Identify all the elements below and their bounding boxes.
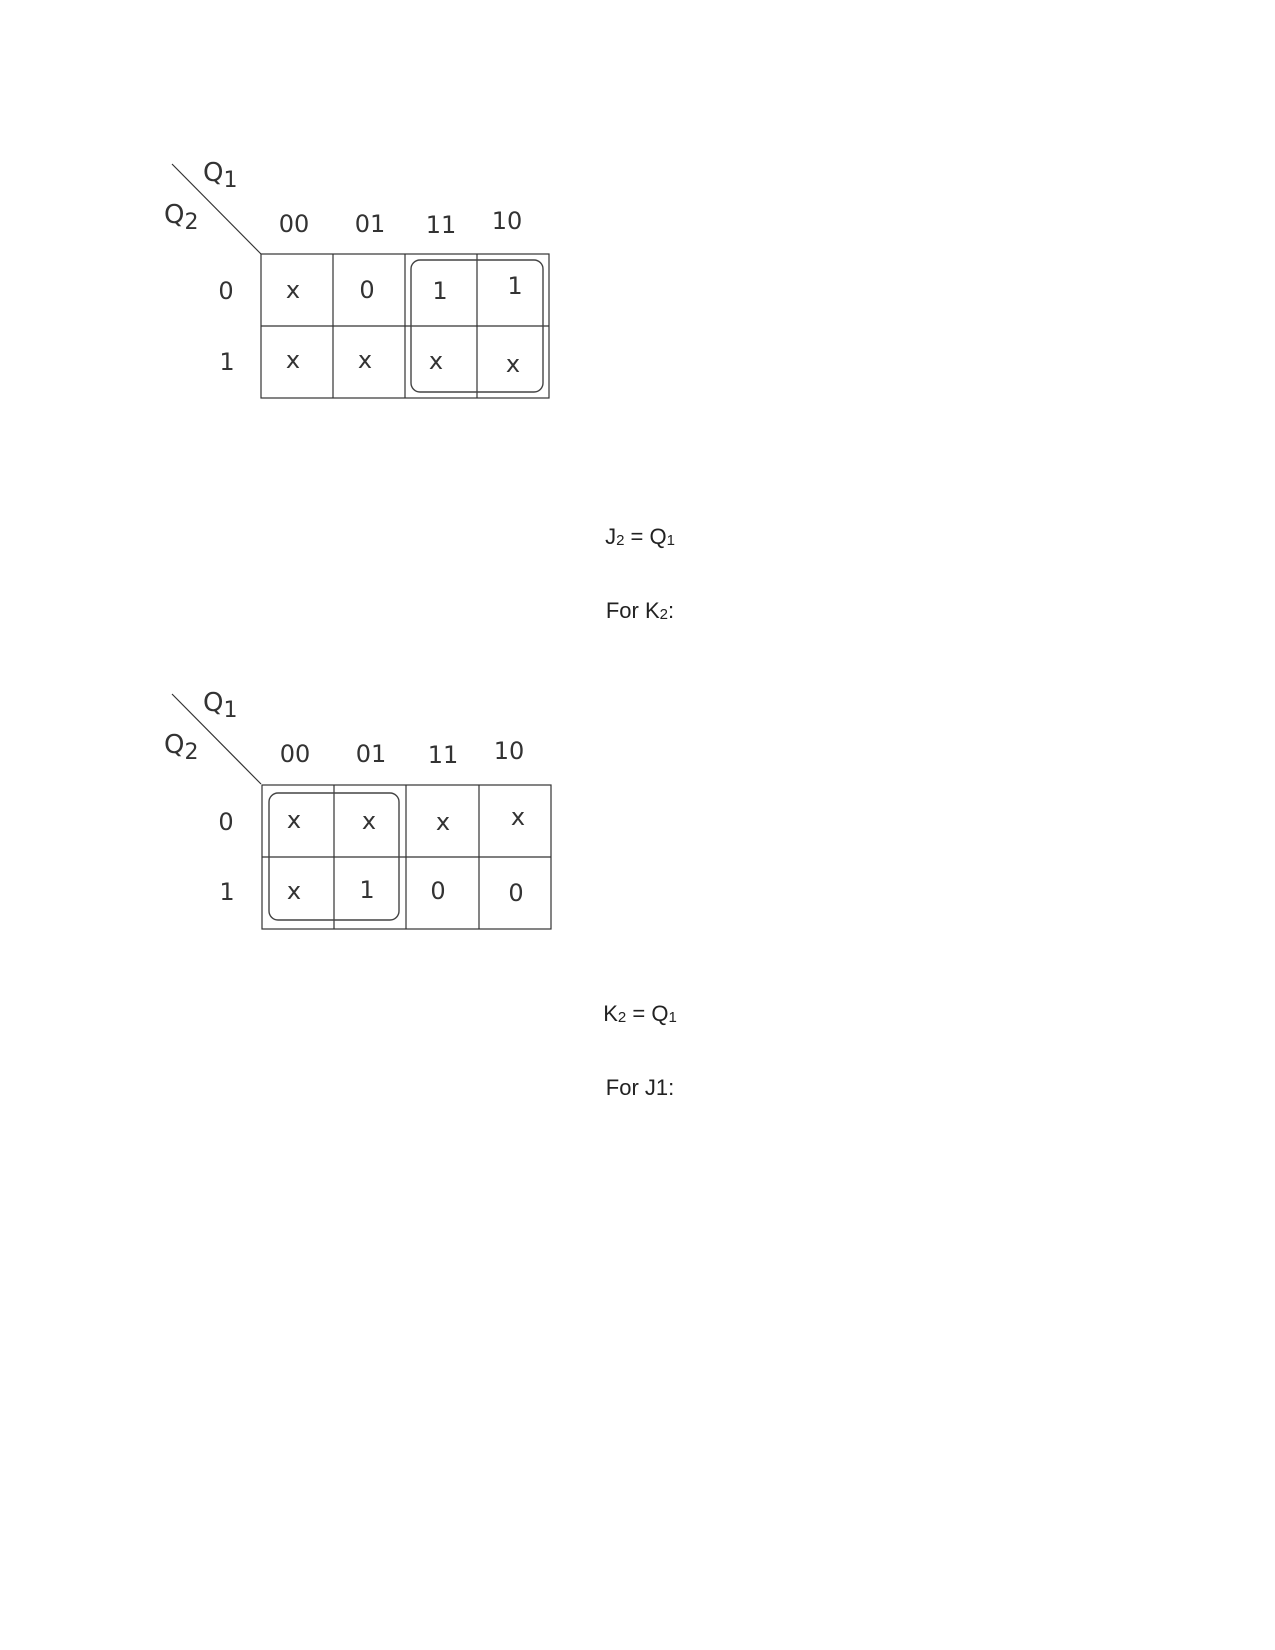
col-label: 00 (279, 740, 311, 768)
cells (286, 272, 523, 378)
col-label: 01 (354, 210, 386, 238)
cell: x (510, 803, 526, 831)
cell: 1 (432, 277, 448, 305)
heading-for-k2: For $K_2$: (605, 598, 675, 623)
grid (262, 785, 551, 929)
col-label: 01 (355, 740, 387, 768)
row-variable: $Q_2$ (164, 200, 199, 235)
row-label: 0 (218, 808, 234, 836)
col-labels (279, 207, 523, 239)
cell: 0 (508, 879, 524, 907)
cell: x (361, 807, 377, 835)
col-label: 10 (491, 207, 523, 235)
cell: 0 (359, 276, 375, 304)
cell: x (435, 808, 451, 836)
col-label: 10 (493, 737, 525, 765)
row-label: 1 (219, 348, 235, 376)
col-label: 00 (278, 210, 310, 238)
row-label: 1 (219, 878, 235, 906)
row-labels (218, 277, 234, 376)
row-variable: $Q_2$ (164, 730, 199, 765)
equation-j2: $J_2 = Q_1$ (605, 524, 675, 549)
cell: 1 (359, 876, 375, 904)
cell: x (357, 346, 373, 374)
cell: x (285, 346, 301, 374)
col-labels (280, 737, 525, 769)
kmap-k2-svg (150, 680, 590, 940)
heading-for-j1: For J1: (605, 1075, 675, 1100)
cell: x (286, 877, 302, 905)
col-variable: $Q_1$ (203, 158, 238, 193)
kmap-k2 (150, 680, 590, 940)
col-label: 11 (425, 211, 457, 239)
equation-k2: $K_2 = Q_1$ (603, 1001, 677, 1026)
kmap-j2-svg (150, 150, 590, 410)
cell: x (285, 276, 301, 304)
row-labels (218, 808, 234, 906)
cell: 0 (430, 877, 446, 905)
cell: x (505, 350, 521, 378)
cell: 1 (507, 272, 523, 300)
cell: x (428, 347, 444, 375)
col-variable: $Q_1$ (203, 688, 238, 723)
row-label: 0 (218, 277, 234, 305)
cell: x (286, 806, 302, 834)
kmap-j2 (150, 150, 590, 410)
col-label: 11 (427, 741, 459, 769)
